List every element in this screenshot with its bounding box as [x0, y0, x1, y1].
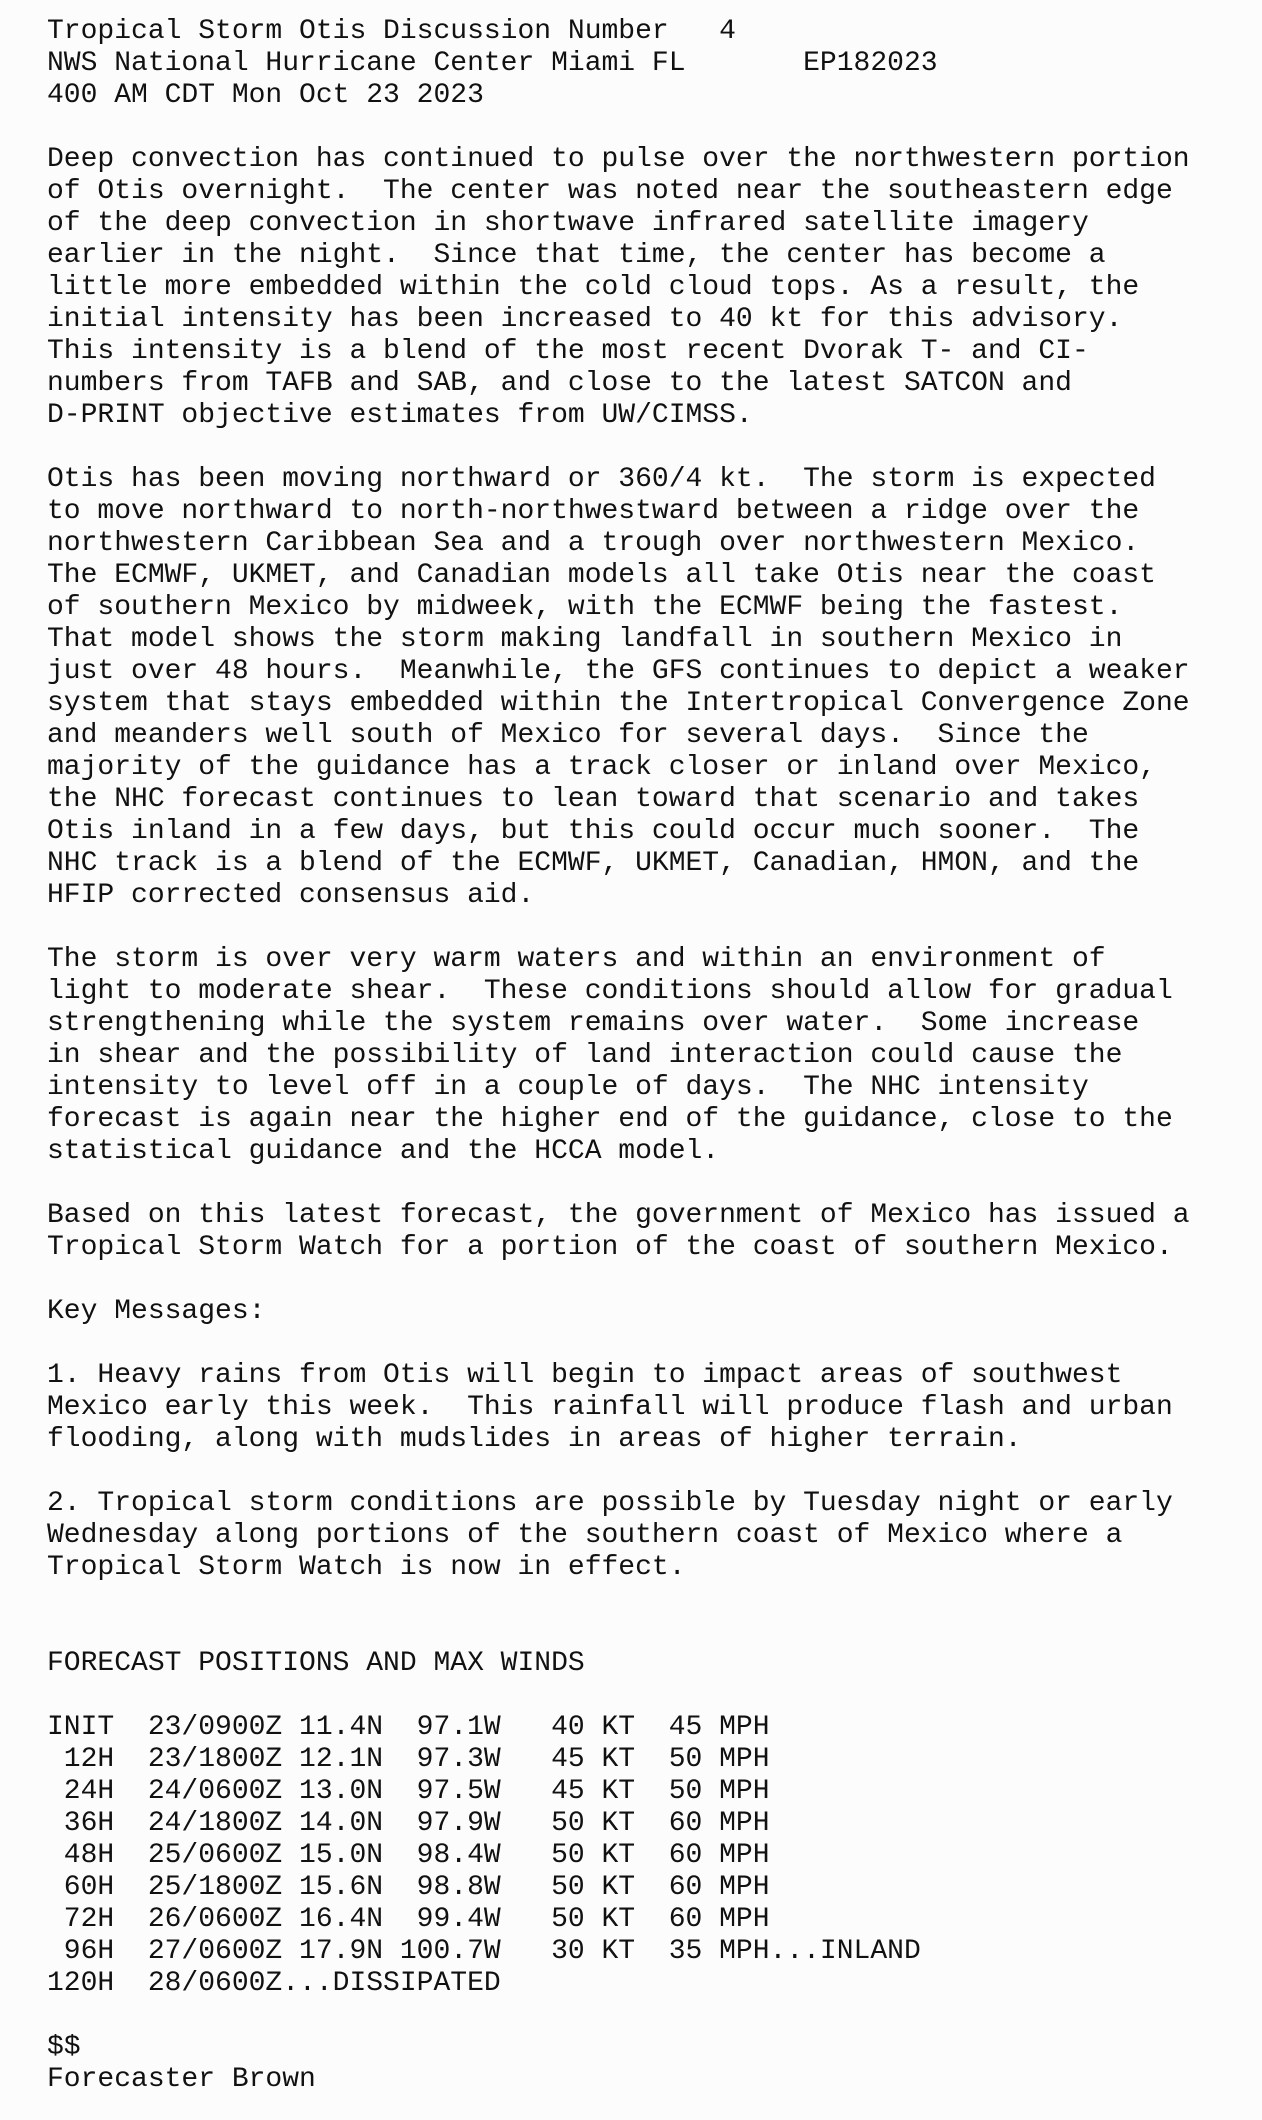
forecast-row: 24H 24/0600Z 13.0N 97.5W 45 KT 50 MPH	[47, 1776, 770, 1807]
forecast-table	[47, 1712, 1262, 2000]
text-line: statistical guidance and the HCCA model.	[47, 1136, 720, 1167]
text-line: The ECMWF, UKMET, and Canadian models all take Otis near the coast	[47, 560, 1156, 591]
text-line: numbers from TAFB and SAB, and close to the latest SATCON and	[47, 368, 1072, 399]
text-line: That model shows the storm making landfall in southern Mexico in	[47, 624, 1123, 655]
spacer	[47, 912, 1262, 944]
text-line: of the deep convection in shortwave infrared satellite imagery	[47, 208, 1089, 239]
text-line: majority of the guidance has a track closer or inland over Mexico,	[47, 752, 1156, 783]
text-line: to move northward to north-northwestward between a ridge over the	[47, 496, 1140, 527]
text-line: NHC track is a blend of the ECMWF, UKMET, Canadian, HMON, and the	[47, 848, 1140, 879]
forecast-row: 36H 24/1800Z 14.0N 97.9W 50 KT 60 MPH	[47, 1808, 770, 1839]
spacer	[47, 1456, 1262, 1488]
text-line: northwestern Caribbean Sea and a trough over northwestern Mexico.	[47, 528, 1140, 559]
text-line: earlier in the night. Since that time, the center has become a	[47, 240, 1106, 271]
issue-time: 400 AM CDT Mon Oct 23 2023	[47, 80, 484, 111]
text-line: Mexico early this week. This rainfall will produce flash and urban	[47, 1392, 1173, 1423]
forecast-row: 48H 25/0600Z 15.0N 98.4W 50 KT 60 MPH	[47, 1840, 770, 1871]
office-line: NWS National Hurricane Center Miami FL EP182023	[47, 48, 938, 79]
text-line: Based on this latest forecast, the government of Mexico has issued a	[47, 1200, 1190, 1231]
text-line: 1. Heavy rains from Otis will begin to impact areas of southwest	[47, 1360, 1123, 1391]
forecast-row: 96H 27/0600Z 17.9N 100.7W 30 KT 35 MPH...INLAND	[47, 1936, 921, 1967]
spacer	[47, 1680, 1262, 1712]
text-line: This intensity is a blend of the most recent Dvorak T- and CI-	[47, 336, 1089, 367]
spacer	[47, 1264, 1262, 1296]
spacer	[47, 2000, 1262, 2032]
spacer	[47, 432, 1262, 464]
text-line: the NHC forecast continues to lean toward that scenario and takes	[47, 784, 1140, 815]
text-line: HFIP corrected consensus aid.	[47, 880, 535, 911]
paragraph-watch	[47, 1200, 1262, 1264]
text-line: Wednesday along portions of the southern coast of Mexico where a	[47, 1520, 1123, 1551]
text-line: Tropical Storm Watch is now in effect.	[47, 1552, 686, 1583]
text-line: light to moderate shear. These conditions should allow for gradual	[47, 976, 1173, 1007]
text-line: forecast is again near the higher end of the guidance, close to the	[47, 1104, 1173, 1135]
text-line: and meanders well south of Mexico for several days. Since the	[47, 720, 1089, 751]
text-line: little more embedded within the cold cloud tops. As a result, the	[47, 272, 1140, 303]
key-messages-heading: Key Messages:	[47, 1296, 266, 1327]
text-line: initial intensity has been increased to 40 kt for this advisory.	[47, 304, 1123, 335]
spacer	[47, 112, 1262, 144]
discussion-title: Tropical Storm Otis Discussion Number 4	[47, 16, 736, 47]
text-line: Tropical Storm Watch for a portion of the coast of southern Mexico.	[47, 1232, 1173, 1263]
paragraph-track	[47, 464, 1262, 912]
forecast-heading: FORECAST POSITIONS AND MAX WINDS	[47, 1648, 585, 1679]
spacer	[47, 1328, 1262, 1360]
text-line: Otis has been moving northward or 360/4 kt. The storm is expected	[47, 464, 1156, 495]
forecast-row: 60H 25/1800Z 15.6N 98.8W 50 KT 60 MPH	[47, 1872, 770, 1903]
forecast-row: INIT 23/0900Z 11.4N 97.1W 40 KT 45 MPH	[47, 1712, 770, 1743]
text-line: The storm is over very warm waters and within an environment of	[47, 944, 1106, 975]
text-line: of Otis overnight. The center was noted near the southeastern edge	[47, 176, 1173, 207]
text-line: Deep convection has continued to pulse over the northwestern portion	[47, 144, 1190, 175]
forecaster-signature: Forecaster Brown	[47, 2064, 316, 2095]
text-line: strengthening while the system remains over water. Some increase	[47, 1008, 1140, 1039]
text-line: of southern Mexico by midweek, with the ECMWF being the fastest.	[47, 592, 1123, 623]
text-line: flooding, along with mudslides in areas of higher terrain.	[47, 1424, 1022, 1455]
text-line: system that stays embedded within the Intertropical Convergence Zone	[47, 688, 1190, 719]
forecast-row: 120H 28/0600Z...DISSIPATED	[47, 1968, 501, 1999]
text-line: just over 48 hours. Meanwhile, the GFS continues to depict a weaker	[47, 656, 1190, 687]
spacer	[47, 1168, 1262, 1200]
text-line: in shear and the possibility of land interaction could cause the	[47, 1040, 1123, 1071]
spacer	[47, 1616, 1262, 1648]
paragraph-environment	[47, 944, 1262, 1168]
text-line: Otis inland in a few days, but this could occur much sooner. The	[47, 816, 1140, 847]
text-line: 2. Tropical storm conditions are possible by Tuesday night or early	[47, 1488, 1173, 1519]
key-message-2	[47, 1488, 1262, 1584]
text-line: D-PRINT objective estimates from UW/CIMSS.	[47, 400, 753, 431]
forecast-row: 72H 26/0600Z 16.4N 99.4W 50 KT 60 MPH	[47, 1904, 770, 1935]
paragraph-intensity	[47, 144, 1262, 432]
product-terminator: $$	[47, 2032, 81, 2063]
text-line: intensity to level off in a couple of days. The NHC intensity	[47, 1072, 1089, 1103]
forecast-row: 12H 23/1800Z 12.1N 97.3W 45 KT 50 MPH	[47, 1744, 770, 1775]
spacer	[47, 1584, 1262, 1616]
key-message-1	[47, 1360, 1262, 1456]
